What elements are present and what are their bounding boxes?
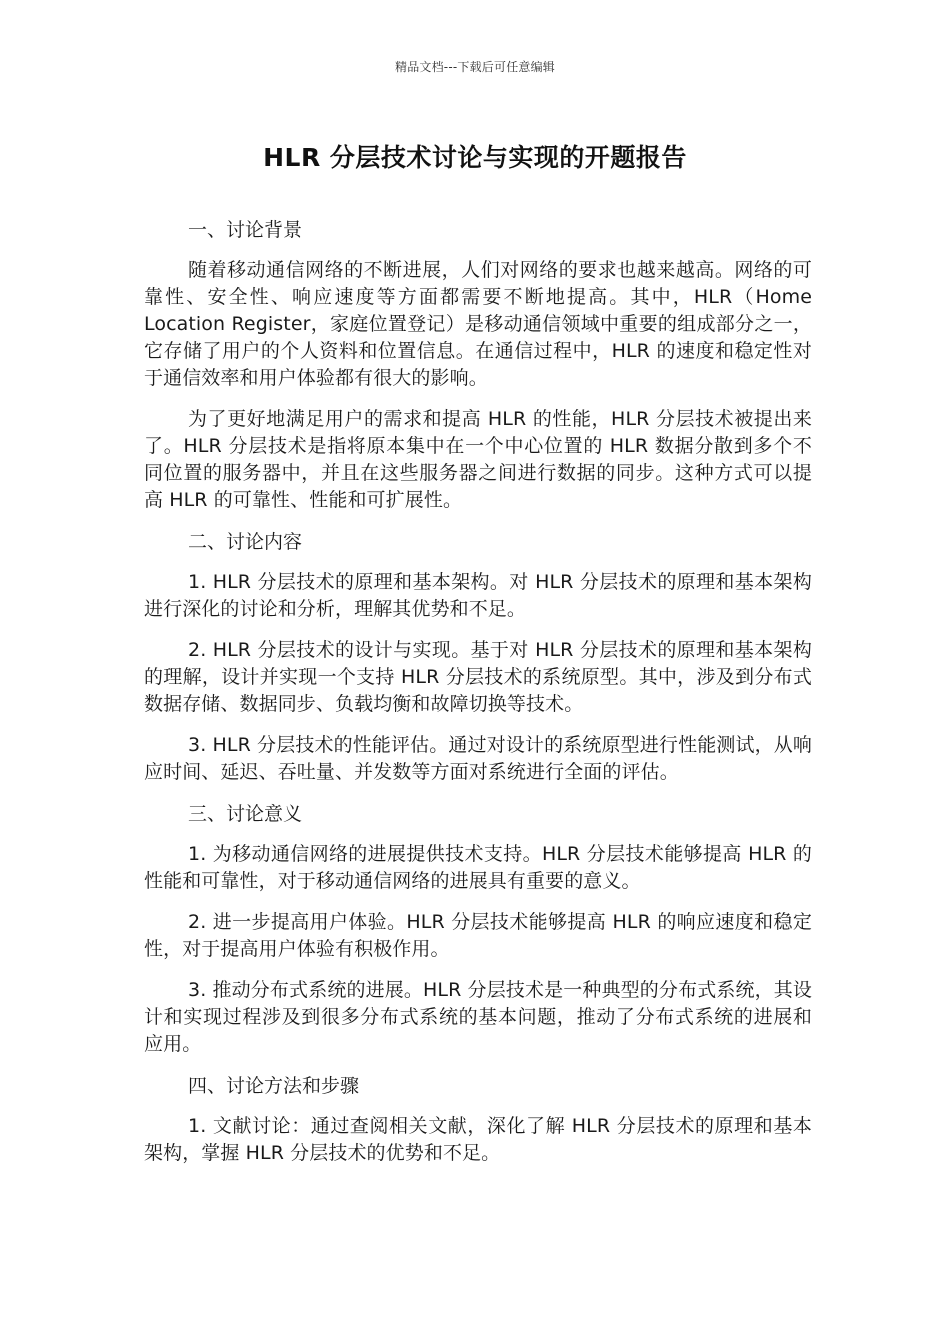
list-item: 3. 推动分布式系统的进展。HLR 分层技术是一种典型的分布式系统，其设计和实现过程涉及到很多分布式系统的基本问题，推动了分布式系统的进展和应用。 xyxy=(144,979,812,1055)
document-body xyxy=(144,216,812,1181)
section-heading-content: 二、讨论内容 xyxy=(188,531,303,553)
section-heading-methods: 四、讨论方法和步骤 xyxy=(188,1075,360,1097)
list-item: 1. HLR 分层技术的原理和基本架构。对 HLR 分层技术的原理和基本架构进行深化的讨论和分析，理解其优势和不足。 xyxy=(144,571,812,620)
paragraph: 随着移动通信网络的不断进展，人们对网络的要求也越来越高。网络的可靠性、安全性、响应速度等方面都需要不断地提高。其中，HLR（Home Location Register，家庭位置登记）是移动通信领域中重要的组成部分之一，它存储了用户的个人资料和位置信息。在通信过程中，HLR 的速度和稳定性对于通信效率和用户体验都有很大的影响。 xyxy=(144,259,812,389)
section-heading-significance: 三、讨论意义 xyxy=(188,803,303,825)
list-item: 2. HLR 分层技术的设计与实现。基于对 HLR 分层技术的原理和基本架构的理解，设计并实现一个支持 HLR 分层技术的系统原型。其中，涉及到分布式数据存储、数据同步、负载均衡和故障切换等技术。 xyxy=(144,639,812,715)
list-item: 2. 进一步提高用户体验。HLR 分层技术能够提高 HLR 的响应速度和稳定性，对于提高用户体验有积极作用。 xyxy=(144,911,812,960)
section-heading-background: 一、讨论背景 xyxy=(188,219,303,241)
list-item: 3. HLR 分层技术的性能评估。通过对设计的系统原型进行性能测试，从响应时间、延迟、吞吐量、并发数等方面对系统进行全面的评估。 xyxy=(144,734,812,783)
list-item: 1. 文献讨论：通过查阅相关文献，深化了解 HLR 分层技术的原理和基本架构，掌握 HLR 分层技术的优势和不足。 xyxy=(144,1115,812,1164)
paragraph: 为了更好地满足用户的需求和提高 HLR 的性能，HLR 分层技术被提出来了。HLR 分层技术是指将原本集中在一个中心位置的 HLR 数据分散到多个不同位置的服务器中，并且在这些服务器之间进行数据的同步。这种方式可以提高 HLR 的可靠性、性能和可扩展性。 xyxy=(144,408,812,511)
page-header: 精品文档---下载后可任意编辑 xyxy=(395,60,555,74)
list-item: 1. 为移动通信网络的进展提供技术支持。HLR 分层技术能够提高 HLR 的性能和可靠性，对于移动通信网络的进展具有重要的意义。 xyxy=(144,843,812,892)
document-title: HLR 分层技术讨论与实现的开题报告 xyxy=(263,143,687,172)
